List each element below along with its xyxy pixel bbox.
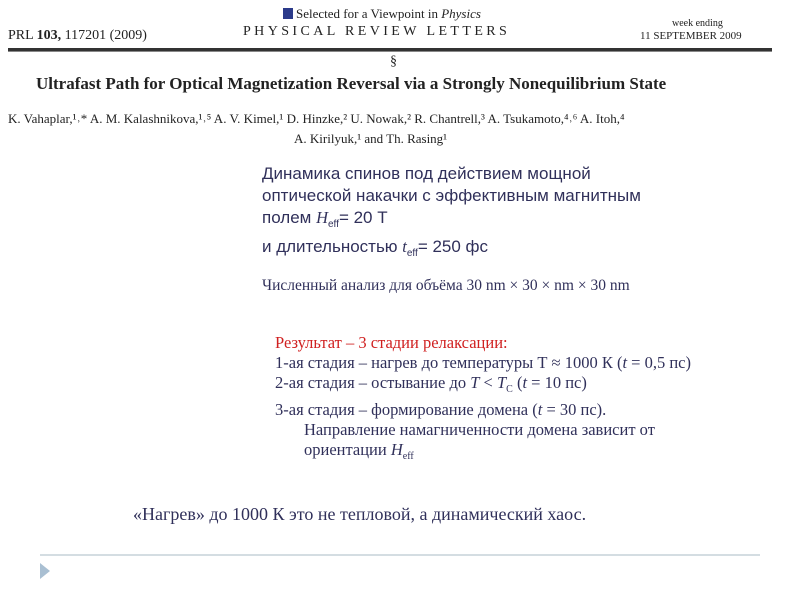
bullet-triangle-icon — [40, 563, 50, 579]
stage-3: 3-ая стадия – формирование домена (t = 30 пс). — [275, 400, 607, 419]
citation: PRL 103, 117201 (2009) — [8, 28, 147, 43]
analysis-text: Численный анализ для объёма 30 nm × 30 × nm × 30 nm — [262, 277, 630, 294]
paper-title: Ultrafast Path for Optical Magnetization Reversal via a Strongly Nonequilibrium State — [36, 74, 667, 93]
viewpoint-logo-icon — [283, 8, 293, 19]
result-block — [275, 333, 691, 467]
authors-line-2: A. Kirilyuk,¹ and Th. Rasing¹ — [294, 131, 448, 146]
stage-3-note: Направление намагниченности домена зависит от — [304, 420, 655, 439]
stage-3-note-2: ориентации $H_{eff}$ — [304, 440, 414, 462]
intro-text: Динамика спинов под действием мощной оптической накачки с эффективным магнитным полем $H_{eff}= 20$ Т и длительностью $t_{eff}= 250$ фс — [262, 164, 641, 259]
result-heading: Результат – 3 стадии релаксации: — [275, 333, 508, 352]
stage-2: 2-ая стадия – остывание до $T < T_C$ (t = 10 пс) — [275, 373, 587, 395]
viewpoint-note: Selected for a Viewpoint in Physics — [283, 6, 481, 22]
stage-1: 1-ая стадия – нагрев до температуры Т ≈ 1000 К (t = 0,5 пс) — [275, 353, 692, 372]
footer-divider — [40, 554, 760, 556]
header-rule — [8, 48, 772, 52]
authors-line-1: K. Vahaplar,¹˒* A. M. Kalashnikova,¹˒⁵ A. V. Kimel,¹ D. Hinzke,² U. Nowak,² R. Chantrell,³ A. Tsukamoto,⁴˒⁶ A. Itoh,⁴ — [8, 111, 625, 126]
issue-date: 11 SEPTEMBER 2009 — [640, 30, 742, 42]
week-ending: week ending — [672, 18, 723, 29]
conclusion-text: «Нагрев» до 1000 К это не тепловой, а динамический хаос. — [133, 504, 587, 524]
open-access-icon: § — [390, 54, 397, 69]
journal-name: PHYSICAL REVIEW LETTERS — [243, 24, 511, 39]
